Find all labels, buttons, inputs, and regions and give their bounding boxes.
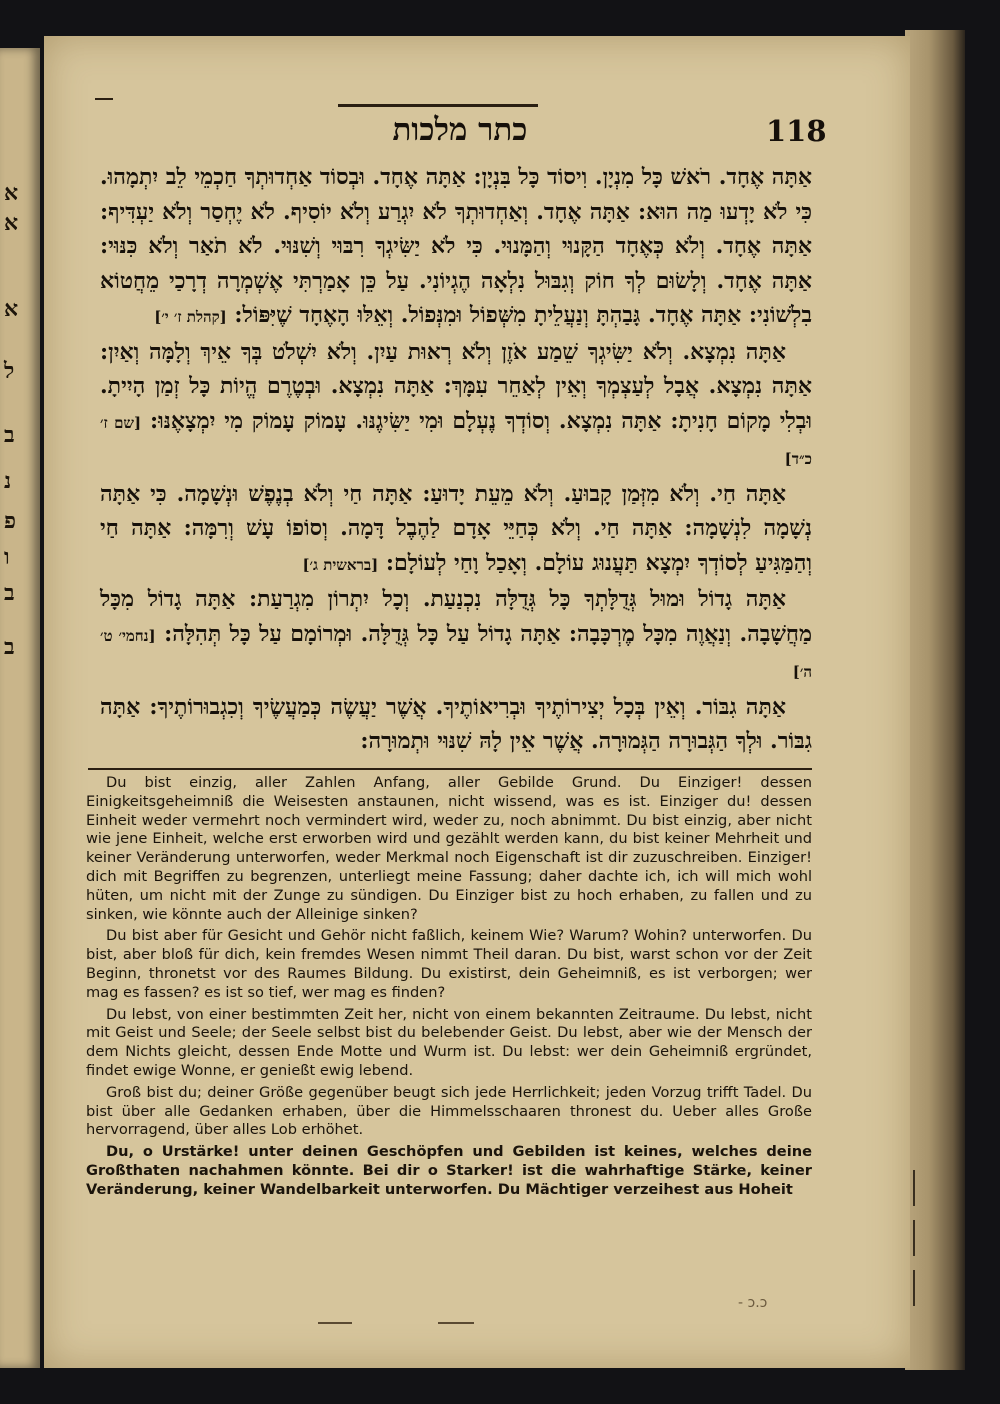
hebrew-paragraph xyxy=(100,690,812,759)
hebrew-paragraph xyxy=(100,582,812,690)
fragment-letter: א xyxy=(4,296,19,322)
fragment-letter: ו xyxy=(4,544,10,570)
german-paragraph: Du bist aber für Gesicht und Gehör nicht faßlich, keinem Wie? Warum? Wohin? unterworfen. Du bist, aber bloß für dich, kein fremdes Wesen nimmt Theil daran. Du bist, warst schon vor der Zeit Beginn, thronetst vor des Raumes Bildung. Du existirst, dein Geheimniß, es ist verborgen; wer mag es fassen? es ist so tief, wer mag es finden? xyxy=(86,927,812,1001)
edge-mark xyxy=(913,1270,915,1306)
hebrew-paragraph-text: אַתָּה חַי. וְלֹא מִזְּמַן קָבוּעַ. וְלֹא מֵעֵת יָדוּעַ: אַתָּה חַי וְלֹא בְנֶפֶשׁ וּנְשָׁמָה. כִּי אַתָּה נְשָׁמָה לִנְשָׁמָה: אַתָּה חַי. וְלֹא כְּחַיֵּי אָדָם לַהֶבֶל דָּמָה. וְסוֹפוֹ עָשׁ וְרִמָּה: אַתָּה חַי וְהַמַּגִּיעַ לְסוֹדְךָ יִמְצָא תַּעֲנוּג עוֹלָם. וְאָכַל וָחַי לְעוֹלָם: xyxy=(100,480,812,576)
german-paragraph: Du, o Urstärke! unter deinen Geschöpfen und Gebilden ist keines, welches deine Großthaten nachahmen könnte. Bei dir o Starker! ist die wahrhaftige Stärke, keiner Veränderung, keiner Wandelbarkeit unterworfen. Du Mächtiger verzeihest aus Hoheit xyxy=(86,1143,812,1198)
fragment-letter: ב xyxy=(4,634,15,660)
fragment-letter: א xyxy=(4,180,19,206)
text-divider xyxy=(88,768,812,770)
fragment-letter: ב xyxy=(4,580,15,606)
fragment-letter: א xyxy=(4,210,19,236)
hebrew-paragraph-text: אַתָּה גָדוֹל וּמוּל גְּדֻלָּתְךָ כָּל גְּדֻלָּה נִכְנַעַת. וְכָל יִתְרוֹן מִגְרַעַת: אַתָּה גָדוֹל מִכָּל מַחֲשָׁבָה. וְנַאֲוֶה מִכָּל מֶרְכָּבָה: אַתָּה גָדוֹל עַל כָּל גְּדֻלָּה. וּמְרוֹמָם עַל כָּל תְּהִלָּה: xyxy=(100,586,812,647)
german-paragraph: Du bist einzig, aller Zahlen Anfang, aller Gebilde Grund. Du Einziger! dessen Einigkeitsgeheimniß die Weisesten anstaunen, nicht wissend, was es ist. Einziger du! dessen Einheit weder vermehrt noch vermindert wird, weder zu, noch abnimmt. Du bist einzig, aber nicht wie jene Einheit, welche erst erworben wird und gezählt werden kann, du bist keiner Mehrheit und keiner Veränderung unterworfen, weder Merkmal noch Eigenschaft ist dir zuzuschreiben. Einziger! dich mit Begriffen zu begrenzen, unterliegt meine Fassung; daher dachte ich, ich will mich wohl hüten, um nicht mit der Zunge zu sündigen. Du Einziger bist zu hoch erhaben, zu fallen und zu sinken, wie könnte auch der Alleinige sinken? xyxy=(86,774,812,923)
scripture-reference: [שם ז׳ כ״ד] xyxy=(100,413,812,468)
scripture-reference: [קהלת ז׳ י׳] xyxy=(154,308,227,326)
fragment-letter: נ xyxy=(4,468,12,494)
hebrew-paragraph-text: אַתָּה גִבּוֹר. וְאֵין בְּכָל יְצִירוֹתֶיךָ וּבְרִיאוֹתֶיךָ. אֲשֶׁר יַעֲשֶׂה כְּמַעֲשֶׂיךָ וְכִגְבוּרוֹתֶיךָ: אַתָּה גִבּוֹר. וּלְךָ הַגְּבוּרָה הַגְּמוּרָה. אֲשֶׁר אֵין לָהּ שִׁנּוּי וּתְמוּרָה: xyxy=(100,693,812,754)
fragment-letter: פ xyxy=(4,508,16,534)
page-number: 118 xyxy=(766,114,827,148)
hebrew-paragraph xyxy=(100,477,812,583)
scripture-reference: [בראשית ג׳] xyxy=(302,555,379,574)
german-paragraph: Du lebst, von einer bestimmten Zeit her, nicht von einem bekannten Zeitraume. Du lebst, nicht mit Geist und Seele; der Seele selbst bist du belebender Geist. Du lebst, aber wie der Mensch der dem Nichts gleicht, dessen Ende Motte und Wurm ist. Du lebst: wer dein Geheimniß ergründet, findet ewige Wonne, er genießt ewig lebend. xyxy=(86,1005,812,1079)
german-translation-block xyxy=(86,774,812,1203)
hebrew-paragraph-text: אַתָּה אֶחָד. רֹאשׁ כָּל מִנְיָן. וִיסוֹד כָּל בִּנְיָן: אַתָּה אֶחָד. וּבְסוֹד אַחְדוּתְךָ חַכְמֵי לֵב יִתְמָהוּ. כִּי לֹא יָדְעוּ מַה הוּא: אַתָּה אֶחָד. וְאַחְדוּתְךָ לֹא יִגְרַע וְלֹא יוֹסִיף. לֹא יֶחְסַר וְלֹא יַעְדִּיף: אַתָּה אֶחָד. וְלֹא כְּאֶחָד הַקָּנוּי וְהַמָּנוּי. כִּי לֹא יַשִּׂיגְךָ רִבּוּי וְשִׁנּוּי. לֹא תֹאַר וְלֹא כִּנּוּי: אַתָּה אֶחָד. וְלָשׂוּם לְךָ חוֹק וְגִבּוּל נִלְאָה הֶגְיוֹנִי. עַל כֵּן אָמַרְתִּי אֶשְׁמְרָה דְרָכַי מֵחֲטוֹא בִלְשׁוֹנִי: אַתָּה אֶחָד. גָּבַהְתָּ וְנַעֲלֵיתָ מִשְּׁפוֹל וּמִנְּפוֹל. וְאֵלּוּ הָאֶחָד שֶׁיִּפּוֹל: xyxy=(100,164,812,328)
edge-mark xyxy=(913,1220,915,1256)
hebrew-paragraph-text: אַתָּה נִמְצָא. וְלֹא יַשִּׂיגְךָ שֵׁמַע אֹזֶן וְלֹא רְאוּת עַיִן. וְלֹא יִשְׁלֹט בְּךָ אֵיךְ וְלָמָּה וְאַיִן: אַתָּה נִמְצָא. אֲבָל לְעַצְמְךָ וְאֵין לְאַחֵר עִמָּךְ: אַתָּה נִמְצָא. וּבְטֶרֶם הֱיוֹת כָּל זְמַן הָיִיתָ. וּבְלִי מָקוֹם חָנִיתָ: אַתָּה נִמְצָא. וְסוֹדְךָ נֶעְלָם וּמִי יַשִּׂיגֶנּוּ. עָמוֹק עָמוֹק מִי יִמְצָאֶנּוּ: xyxy=(100,338,813,434)
header-rule xyxy=(95,98,113,100)
german-paragraph: Groß bist du; deiner Größe gegenüber beugt sich jede Herrlichkeit; jeden Vorzug trifft Tadel. Du bist über alle Gedanken erhaben, über die Himmelsschaaren thronest du. Ueber alles Große hervorragend, über alles Lob erhöhet. xyxy=(86,1083,812,1139)
hebrew-paragraph xyxy=(100,335,812,477)
footer-rule xyxy=(318,1322,352,1324)
hebrew-text-block xyxy=(100,160,812,759)
fragment-letter: ב xyxy=(4,422,15,448)
fragment-letter: ל xyxy=(4,358,15,384)
book-edge xyxy=(905,30,965,1370)
hebrew-paragraph xyxy=(100,160,812,335)
running-head: כתר מלכות xyxy=(392,112,528,148)
scripture-reference: [נחמי׳ ט׳ ה׳] xyxy=(100,626,812,681)
header-rule xyxy=(338,104,538,107)
footer-rule xyxy=(438,1322,474,1324)
facing-page-edge xyxy=(0,48,40,1368)
edge-mark xyxy=(913,1170,915,1206)
footer-mark: - ↄ.ↄ xyxy=(738,1295,768,1311)
